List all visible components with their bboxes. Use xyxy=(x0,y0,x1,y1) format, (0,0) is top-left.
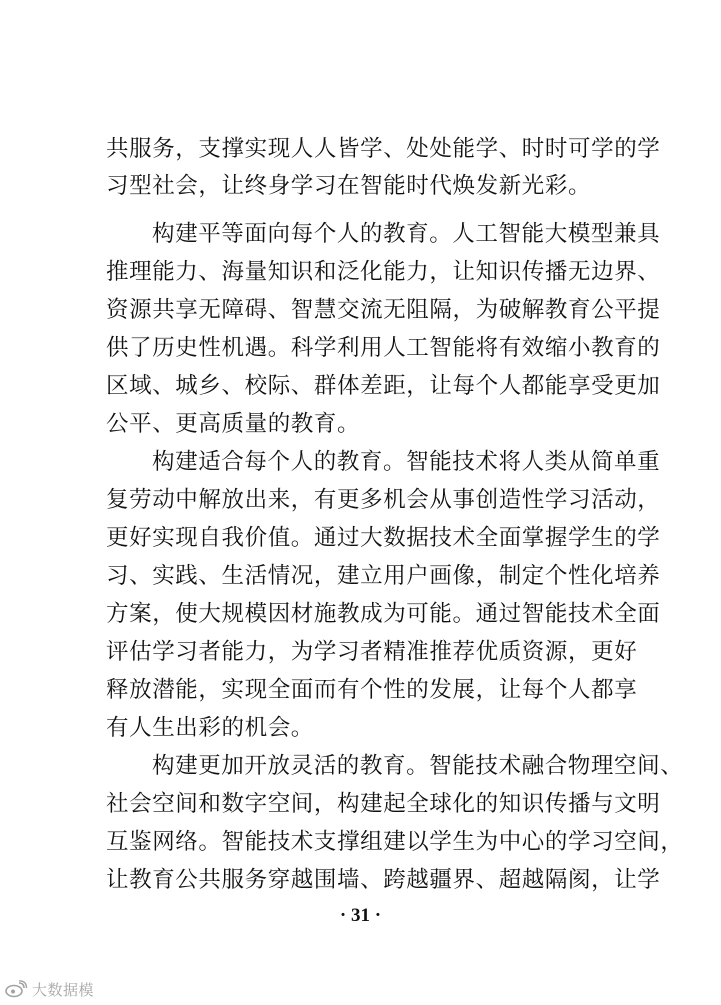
body-line-13: 方案，使大规模因材施教成为可能。通过智能技术全面 xyxy=(106,601,661,627)
body-line-10: 复劳动中解放出来，有更多机会从事创造性学习活动， xyxy=(106,487,661,513)
paragraph-heading-line: 构建更加开放灵活的教育。智能技术融合物理空间、 xyxy=(152,753,684,779)
body-line-19: 互鉴网络。智能技术支撑组建以学生为中心的学习空间， xyxy=(106,829,684,855)
body-line-7: 区域、城乡、校际、群体差距，让每个人都能享受更加 xyxy=(106,373,661,399)
paragraph-heading-line: 构建平等面向每个人的教育。人工智能大模型兼具 xyxy=(152,221,661,247)
watermark-text: 大数据模 xyxy=(32,980,95,999)
body-line-20: 让教育公共服务穿越围墙、跨越疆界、超越隔阂，让学 xyxy=(106,867,661,893)
body-line-11: 更好实现自我价值。通过大数据技术全面掌握学生的学 xyxy=(106,525,661,551)
body-line-1: 共服务，支撑实现人人皆学、处处能学、时时可学的学 xyxy=(106,136,661,162)
body-line-14: 评估学习者能力，为学习者精准推荐优质资源，更好 xyxy=(106,639,638,665)
body-line-15: 释放潜能，实现全面而有个性的发展，让每个人都享 xyxy=(106,677,638,703)
watermark xyxy=(4,978,94,1000)
body-line-18: 社会空间和数字空间，构建起全球化的知识传播与文明 xyxy=(106,791,661,817)
paragraph-heading-line: 构建适合每个人的教育。智能技术将人类从简单重 xyxy=(152,449,661,475)
weibo-logo-icon xyxy=(4,980,28,998)
body-line-2: 习型社会，让终身学习在智能时代焕发新光彩。 xyxy=(106,173,592,199)
body-line-5: 资源共享无障碍、智慧交流无阻隔，为破解教育公平提 xyxy=(106,297,661,323)
body-line-8: 公平、更高质量的教育。 xyxy=(106,411,361,437)
body-line-16: 有人生出彩的机会。 xyxy=(106,715,314,741)
page-number: · 31 · xyxy=(339,905,382,926)
body-line-6: 供了历史性机遇。科学利用人工智能将有效缩小教育的 xyxy=(106,335,661,361)
body-line-12: 习、实践、生活情况，建立用户画像，制定个性化培养 xyxy=(106,563,661,589)
body-line-4: 推理能力、海量知识和泛化能力，让知识传播无边界、 xyxy=(106,259,661,285)
